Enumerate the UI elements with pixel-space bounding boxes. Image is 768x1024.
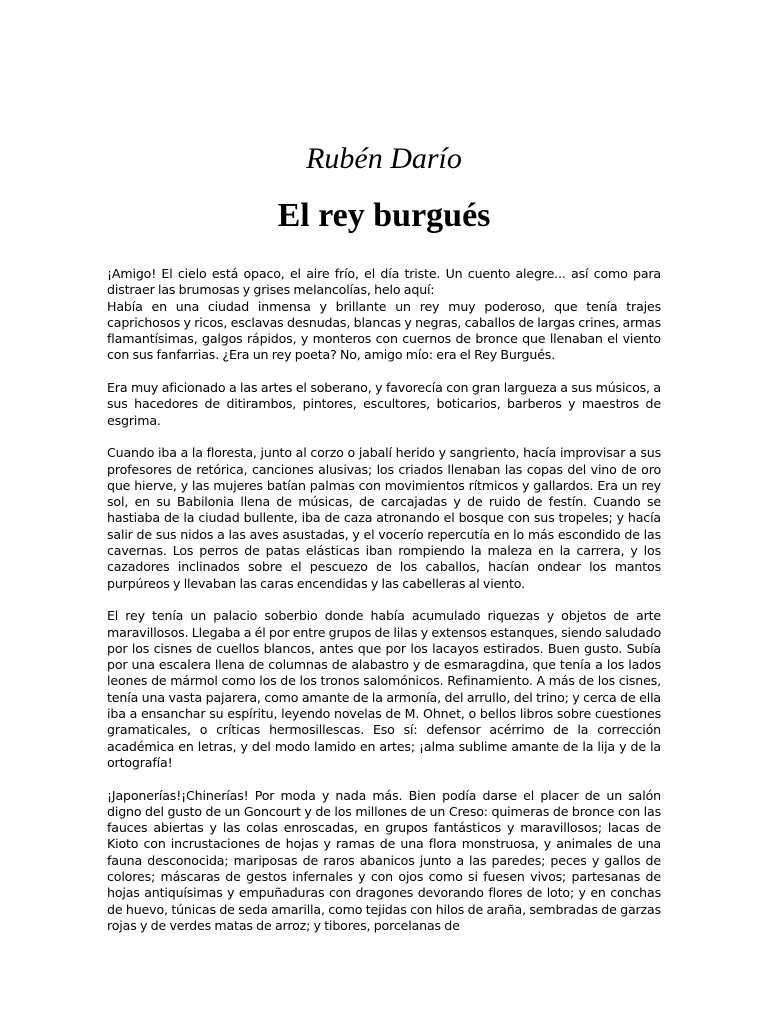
document-body (107, 266, 661, 950)
paragraph: Cuando iba a la floresta, junto al corzo o jabalí herido y sangriento, hacía improvisar a sus profesores de retórica, canciones alusivas; los criados llenaban las copas del vino de oro que hierve, y las mujeres batían palmas con movimientos rítmicos y gallardos. Era un rey sol, en su Babilonia llena de músicas, de carcajadas y de ruido de festín. Cuando se hastiaba de la ciudad bullente, iba de caza atronando el bosque con sus tropeles; y hacía salir de sus nidos a las aves asustadas, y el vocerío repercutía en lo más escondido de las cavernas. Los perros de patas elásticas iban rompiendo la maleza en la carrera, y los cazadores inclinados sobre el pescuezo de los caballos, hacían ondear los mantos purpúreos y llevaban las caras encendidas y las cabelleras al viento. (107, 445, 661, 591)
paragraph: Había en una ciudad inmensa y brillante un rey muy poderoso, que tenía trajes caprichosos y ricos, esclavas desnudas, blancas y negras, caballos de largas crines, armas flamantísimas, galgos rápidos, y monteros con cuernos de bronce que llenaban el viento con sus fanfarrias. ¿Era un rey poeta? No, amigo mío: era el Rey Burgués. (107, 298, 661, 363)
paragraph: ¡Japonerías!¡Chinerías! Por moda y nada más. Bien podía darse el placer de un salón digno del gusto de un Goncourt y de los millones de un Creso: quimeras de bronce con las fauces abiertas y las colas enroscadas, en grupos fantásticos y maravillosos; lacas de Kioto con incrustaciones de hojas y ramas de una flora monstruosa, y animales de una fauna desconocida; mariposas de raros abanicos junto a las paredes; peces y gallos de colores; máscaras de gestos infernales y con ojos como si fuesen vivos; partesanas de hojas antiquísimas y empuñaduras con dragones devorando flores de loto; y en conchas de huevo, túnicas de seda amarilla, como tejidas con hilos de araña, sembradas de garzas rojas y de verdes matas de arroz; y tibores, porcelanas de (107, 787, 661, 933)
paragraph: ¡Amigo! El cielo está opaco, el aire frío, el día triste. Un cuento alegre... así como para distraer las brumosas y grises melancolías, helo aquí: (107, 266, 661, 298)
document-title: El rey burgués (277, 197, 491, 234)
document-page (107, 0, 661, 1024)
author-name: Rubén Darío (306, 142, 462, 175)
paragraph: Era muy aficionado a las artes el soberano, y favorecía con gran largueza a sus músicos, a sus hacedores de ditirambos, pintores, escultores, boticarios, barberos y maestros de esgrima. (107, 380, 661, 428)
paragraph: El rey tenía un palacio soberbio donde había acumulado riquezas y objetos de arte maravillosos. Llegaba a él por entre grupos de lilas y extensos estanques, siendo saludado por los cisnes de cuellos blancos, antes que por los lacayos estirados. Buen gusto. Subía por una escalera llena de columnas de alabastro y de esmaragdina, que tenía a los lados leones de mármol como los de los tronos salomónicos. Refinamiento. A más de los cisnes, tenía una vasta pajarera, como amante de la armonía, del arrullo, del trino; y cerca de ella iba a ensanchar su espíritu, leyendo novelas de M. Ohnet, o bellos libros sobre cuestiones gramaticales, o críticas hermosillescas. Eso sí: defensor acérrimo de la corrección académica en letras, y del modo lamido en artes; ¡alma sublime amante de la lija y de la ortografía! (107, 608, 662, 770)
